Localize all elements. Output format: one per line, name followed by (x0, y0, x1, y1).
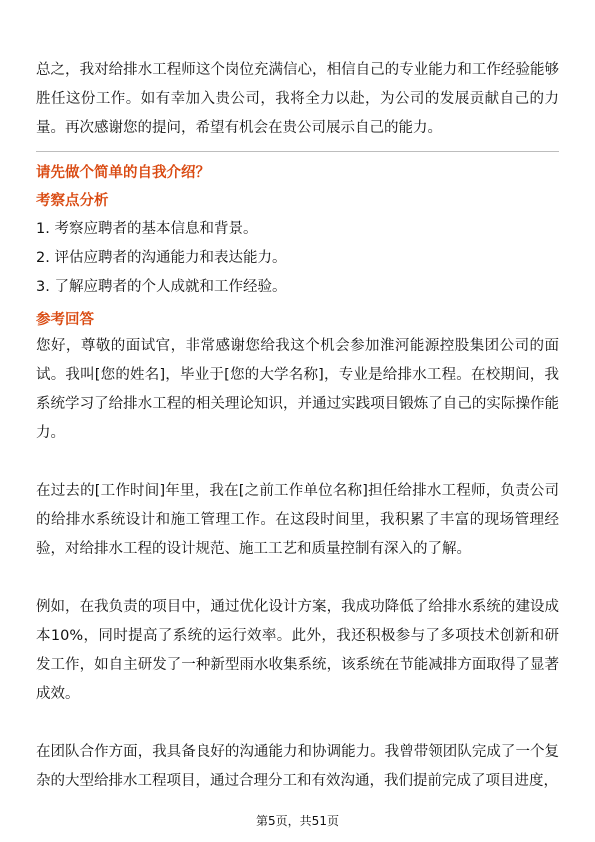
answer-paragraph-4: 在团队合作方面，我具备良好的沟通能力和协调能力。我曾带领团队完成了一个复杂的大型给排水工程项目，通过合理分工和有效沟通，我们提前完成了项目进度， (36, 744, 559, 789)
analysis-item-3: 3. 了解应聘者的个人成就和工作经验。 (36, 279, 287, 295)
intro-paragraph: 总之，我对给排水工程师这个岗位充满信心，相信自己的专业能力和工作经验能够胜任这份工作。如有幸加入贵公司，我将全力以赴，为公司的发展贡献自己的力量。再次感谢您的提问，希望有机会在贵公司展示自己的能力。 (36, 62, 559, 136)
analysis-item-1: 1. 考察应聘者的基本信息和背景。 (36, 221, 258, 237)
analysis-item-2: 2. 评估应聘者的沟通能力和表达能力。 (36, 250, 287, 266)
answer-paragraph-3: 例如，在我负责的项目中，通过优化设计方案，我成功降低了给排水系统的建设成本10%，同时提高了系统的运行效率。此外，我还积极参与了多项技术创新和研发工作，如自主研发了一种新型雨水收集系统，该系统在节能减排方面取得了显著成效。 (36, 599, 559, 702)
paragraph-gap (36, 564, 559, 593)
analysis-heading: 考察点分析 (36, 193, 109, 209)
analysis-list (36, 215, 559, 302)
paragraph-gap (36, 709, 559, 738)
section-divider (36, 151, 559, 152)
interview-question: 请先做个简单的自我介绍？ (36, 165, 210, 181)
answer-body (36, 332, 559, 796)
answer-heading: 参考回答 (36, 312, 94, 328)
document-page (36, 56, 559, 796)
page-number-footer: 第5页，共51页 (256, 814, 339, 828)
paragraph-gap (36, 448, 559, 477)
answer-paragraph-1: 您好，尊敬的面试官，非常感谢您给我这个机会参加淮河能源控股集团公司的面试。我叫[您的姓名]，毕业于[您的大学名称]，专业是给排水工程。在校期间，我系统学习了给排水工程的相关理论知识，并通过实践项目锻炼了自己的实际操作能力。 (36, 338, 559, 441)
answer-paragraph-2: 在过去的[工作时间]年里，我在[之前工作单位名称]担任给排水工程师，负责公司的给排水系统设计和施工管理工作。在这段时间里，我积累了丰富的现场管理经验，对给排水工程的设计规范、施工工艺和质量控制有深入的了解。 (36, 483, 559, 557)
